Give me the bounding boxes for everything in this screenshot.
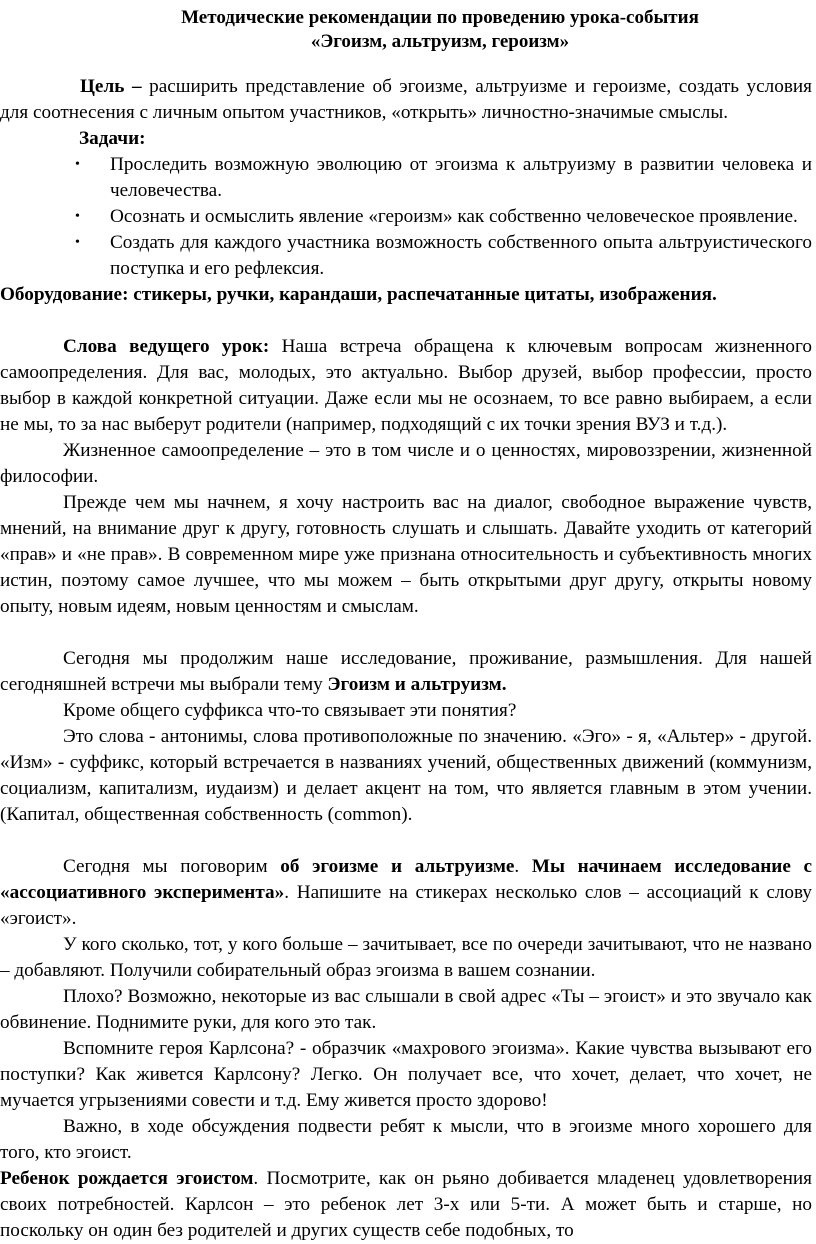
child-egoist-heading: Ребенок рождается эгоистом <box>0 1168 254 1189</box>
bullet-icon: • <box>75 209 80 224</box>
tasks-heading: Задачи: <box>79 128 146 149</box>
section3-text-a: Сегодня мы поговорим <box>63 856 281 877</box>
list-item <box>75 152 812 204</box>
section3-bold-d: Мы начинаем исследование с «ассоциативного эксперимента» <box>0 856 813 903</box>
section3-paragraph-3: Плохо? Возможно, некоторые из вас слышали в свой адрес «Ты – эгоист» и это звучало как обвинение. Поднимите руки, для кого это так. <box>0 986 812 1033</box>
section3-paragraph-5: Важно, в ходе обсуждения подвести ребят к мысли, что в эгоизме много хорошего для того, кто эгоист. <box>0 1116 812 1163</box>
spacer <box>0 620 812 646</box>
list-item <box>75 204 812 230</box>
section3-paragraph-1 <box>0 854 812 932</box>
section2-text-1: Сегодня мы продолжим наше исследование, проживание, размышления. Для нашей сегодняшней встречи мы выбрали тему <box>0 648 812 695</box>
host-paragraph-1 <box>0 334 812 438</box>
document-title-line-1: Методические рекомендации по проведению урока-события <box>181 7 699 28</box>
task-text: Создать для каждого участника возможность собственного опыта альтруистического поступка и его рефлексия. <box>110 232 812 279</box>
host-paragraph-3: Прежде чем мы начнем, я хочу настроить вас на диалог, свободное выражение чувств, мнений, на внимание друг к другу, готовность слушать и слышать. Давайте уходить от категорий «прав» и «не прав». В современном мире уже признана относительность и субъективность многих истин, поэтому самое лучшее, что мы можем – быть открытыми друг другу, открыты новому опыту, новым идеям, новым ценностям и смыслам. <box>0 492 812 617</box>
goal-label: Цель – <box>80 76 142 97</box>
topic-title: Эгоизм и альтруизм. <box>327 674 507 695</box>
host-label: Слова ведущего урок: <box>63 336 270 357</box>
document-title-line-2: «Эгоизм, альтруизм, героизм» <box>310 31 570 52</box>
host-text-1: Наша встреча обращена к ключевым вопросам жизненного самоопределения. Для вас, молодых, это актуально. Выбор друзей, выбор профессии, просто выбор в каждой конкретной ситуации. Даже если мы не осознаем, то все равно выбираем, а если не мы, то за нас выберут родители (например, подходящий с их точки зрения ВУЗ и т.д.). <box>0 336 812 435</box>
host-paragraph-2: Жизненное самоопределение – это в том числе и о ценностях, мировоззрении, жизненной философии. <box>0 440 812 487</box>
section3-bold-b: об эгоизме и альтруизме <box>280 856 515 877</box>
list-item <box>75 230 812 282</box>
section3-text-6: . Посмотрите, как он рьяно добивается младенец удовлетворения своих потребностей. Карлсон – это ребенок лет 3-х или 5-ти. А может быть и старше, но поскольку он один без родителей и других существ себе подобных, то <box>0 1168 812 1241</box>
bullet-icon: • <box>75 235 80 250</box>
section3-paragraph-6 <box>0 1166 812 1244</box>
section3-paragraph-4: Вспомните героя Карлсона? - образчик «махрового эгоизма». Какие чувства вызывают его поступки? Как живется Карлсону? Легко. Он получает все, что хочет, делает, что хочет, не мучается угрызениями совести и т.д. Ему живется просто здорово! <box>0 1038 812 1111</box>
section2-paragraph-3: Это слова - антонимы, слова противоположные по значению. «Эго» - я, «Альтер» - другой. «Изм» - суффикс, который встречается в названиях учений, общественных движений (коммунизм, социализм, капитализм, иудаизм) и делает акцент на том, что является главным в этом учении. (Капитал, общественная собственность (common). <box>0 726 812 825</box>
task-text: Осознать и осмыслить явление «героизм» как собственно человеческое проявление. <box>110 206 798 227</box>
section2-paragraph-2: Кроме общего суффикса что-то связывает эти понятия? <box>63 700 517 721</box>
goal-text: расширить представление об эгоизме, альтруизме и героизме, создать условия для соотнесения с личным опытом участников, «открыть» личностно-значимые смыслы. <box>0 76 812 123</box>
tasks-list <box>0 152 812 282</box>
spacer <box>0 828 812 854</box>
bullet-icon: • <box>75 157 80 172</box>
section3-text-e: . Напишите на стикерах несколько слов – ассоциаций к слову «эгоист». <box>0 882 812 929</box>
task-text: Проследить возможную эволюцию от эгоизма к альтруизму в развитии человека и человечества. <box>110 154 812 201</box>
goal-paragraph <box>0 74 812 126</box>
document-body <box>0 74 812 1244</box>
section3-paragraph-2: У кого сколько, тот, у кого больше – зачитывает, все по очереди зачитывают, что не названо – добавляют. Получили собирательный образ эгоизма в вашем сознании. <box>0 934 812 981</box>
section3-text-c: . <box>514 856 532 877</box>
section2-paragraph-1 <box>0 646 812 698</box>
equipment-line: Оборудование: стикеры, ручки, карандаши, распечатанные цитаты, изображения. <box>0 284 717 305</box>
spacer <box>0 308 812 334</box>
